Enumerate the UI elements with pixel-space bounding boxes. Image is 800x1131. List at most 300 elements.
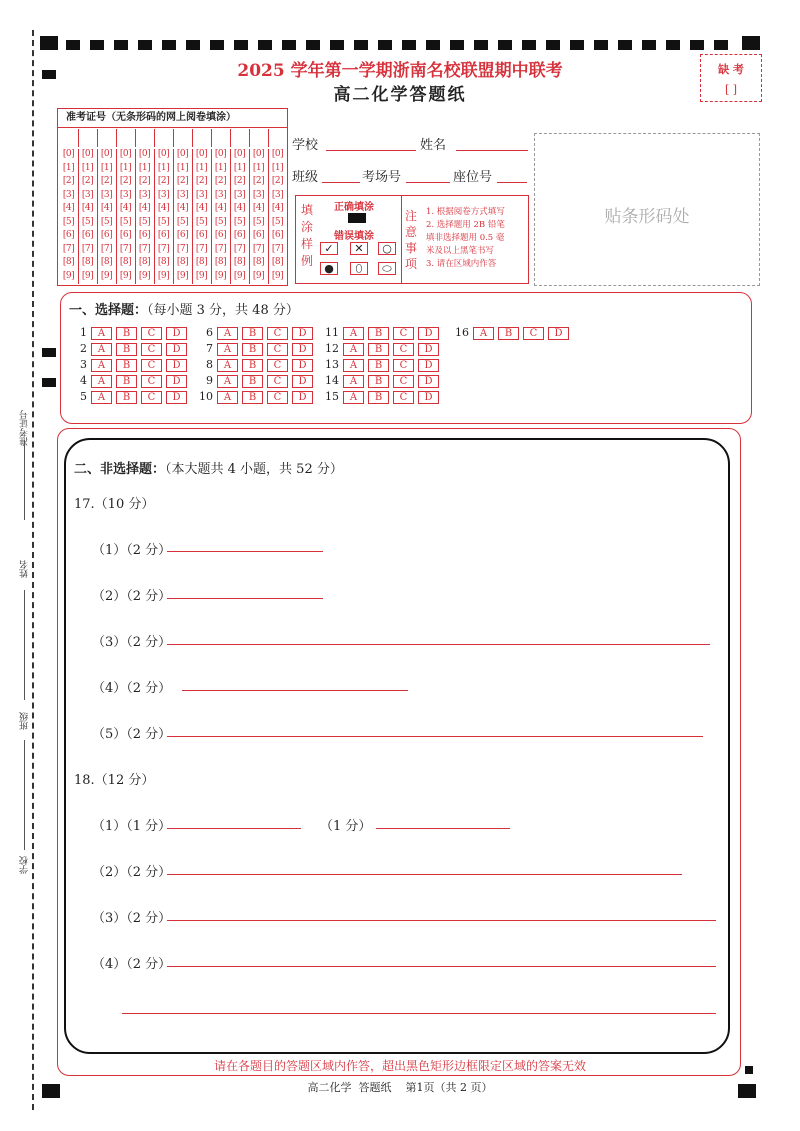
- mc-option-bubble[interactable]: D: [292, 359, 313, 372]
- mc-option-bubble[interactable]: B: [368, 375, 389, 388]
- id-digit-bubble[interactable]: [8]: [195, 257, 208, 267]
- id-digit-bubble[interactable]: [2]: [81, 176, 94, 186]
- q18-part4-answer[interactable]: [167, 966, 716, 967]
- exam-title: 2025 学年第一学期浙南名校联盟期中联考: [237, 61, 563, 81]
- id-write-cell[interactable]: [192, 129, 212, 147]
- mc-option-bubble[interactable]: D: [292, 327, 313, 340]
- id-digit-bubble[interactable]: [5]: [214, 216, 227, 227]
- id-digit-bubble[interactable]: [4]: [81, 203, 94, 213]
- mc-option-bubble[interactable]: B: [368, 359, 389, 372]
- id-digit-bubble[interactable]: [7]: [157, 243, 170, 254]
- mc-question-number: 4: [80, 374, 87, 387]
- mc-option-bubble[interactable]: B: [242, 359, 263, 372]
- timing-marks-top: [40, 36, 762, 50]
- mc-option-bubble[interactable]: C: [141, 359, 162, 372]
- id-digit-column[interactable]: [135, 149, 155, 284]
- mc-option-bubble[interactable]: C: [267, 327, 288, 340]
- id-digit-bubble[interactable]: [2]: [100, 176, 113, 186]
- mc-option-bubble[interactable]: A: [91, 391, 112, 404]
- id-digit-bubble[interactable]: [4]: [100, 203, 113, 213]
- mc-option-bubble[interactable]: B: [116, 359, 137, 372]
- mc-option-bubble[interactable]: D: [418, 391, 439, 404]
- name-input-line[interactable]: [456, 150, 528, 151]
- id-digit-bubble[interactable]: [7]: [195, 243, 208, 254]
- name-field[interactable]: [420, 134, 446, 153]
- id-digit-bubble[interactable]: [3]: [119, 189, 132, 200]
- mc-question-number: 1: [80, 326, 87, 339]
- id-digit-bubble[interactable]: [1]: [157, 162, 170, 173]
- mc-option-bubble[interactable]: D: [166, 343, 187, 356]
- id-digit-bubble[interactable]: [0]: [195, 149, 208, 159]
- id-digit-bubble[interactable]: [7]: [119, 243, 132, 254]
- id-digit-bubble[interactable]: [6]: [62, 230, 75, 240]
- mc-question-row: [73, 326, 191, 340]
- mc-option-bubble[interactable]: B: [368, 391, 389, 404]
- mc-option-bubble[interactable]: C: [393, 327, 414, 340]
- barcode-area: [534, 133, 760, 286]
- id-digit-bubble[interactable]: [9]: [252, 270, 265, 281]
- mc-option-bubble[interactable]: A: [91, 327, 112, 340]
- id-write-cell[interactable]: [78, 129, 98, 147]
- mc-option-bubble[interactable]: B: [116, 327, 137, 340]
- id-digit-bubble[interactable]: [7]: [100, 243, 113, 254]
- mc-option-bubble[interactable]: D: [292, 391, 313, 404]
- dot-mark-icon: ●: [320, 262, 338, 275]
- multiple-choice-section: [60, 292, 752, 424]
- q17-part4-answer[interactable]: [182, 690, 408, 691]
- mc-option-bubble[interactable]: A: [343, 375, 364, 388]
- mc-question-row: [73, 342, 191, 356]
- footer-warning: 请在各题目的答题区域内作答，超出黑色矩形边框限定区域的答案无效: [213, 1059, 586, 1073]
- mc-option-bubble[interactable]: C: [267, 391, 288, 404]
- id-digit-bubble[interactable]: [5]: [176, 216, 189, 227]
- id-digit-bubble[interactable]: [3]: [176, 189, 189, 200]
- mc-question-row: [199, 390, 317, 404]
- id-digit-bubble[interactable]: [6]: [214, 230, 227, 240]
- q17-part5-answer[interactable]: [167, 736, 703, 737]
- id-digit-bubble[interactable]: [6]: [233, 230, 246, 240]
- id-digit-bubble[interactable]: [7]: [62, 243, 75, 254]
- id-digit-bubble[interactable]: [9]: [157, 270, 170, 281]
- id-digit-bubble[interactable]: [1]: [271, 162, 284, 173]
- mc-option-bubble[interactable]: B: [242, 375, 263, 388]
- mc-option-bubble[interactable]: C: [141, 343, 162, 356]
- id-digit-column[interactable]: [154, 149, 174, 284]
- id-digit-bubble[interactable]: [6]: [81, 230, 94, 240]
- id-digit-column[interactable]: [116, 149, 136, 284]
- mc-question-row: [325, 358, 443, 372]
- id-digit-bubble[interactable]: [4]: [252, 203, 265, 213]
- mc-option-bubble[interactable]: C: [267, 359, 288, 372]
- id-digit-bubble[interactable]: [3]: [271, 189, 284, 200]
- circle-mark-icon: ○: [378, 242, 396, 255]
- mc-option-bubble[interactable]: B: [368, 343, 389, 356]
- id-digit-bubble[interactable]: [4]: [195, 203, 208, 213]
- id-digit-column[interactable]: [268, 149, 287, 284]
- mc-option-bubble[interactable]: B: [242, 343, 263, 356]
- id-digit-bubble[interactable]: [0]: [233, 149, 246, 159]
- id-digit-bubble[interactable]: [1]: [233, 162, 246, 173]
- id-digit-bubble[interactable]: [8]: [100, 257, 113, 267]
- id-write-cell[interactable]: [116, 129, 136, 147]
- section2-title: 二、非选择题：: [74, 462, 166, 477]
- id-digit-bubble[interactable]: [0]: [271, 149, 284, 159]
- mc-option-bubble[interactable]: C: [393, 391, 414, 404]
- side-label-school: 学校: [20, 856, 30, 874]
- id-digit-bubble[interactable]: [8]: [62, 257, 75, 267]
- id-digit-column[interactable]: [97, 149, 117, 284]
- id-digit-column[interactable]: [249, 149, 269, 284]
- mc-question-number: 16: [455, 326, 469, 339]
- id-digit-bubble[interactable]: [0]: [81, 149, 94, 159]
- id-digit-bubble[interactable]: [3]: [214, 189, 227, 200]
- mc-option-bubble[interactable]: A: [217, 343, 238, 356]
- id-digit-bubble[interactable]: [9]: [81, 270, 94, 281]
- class-field[interactable]: [292, 166, 318, 185]
- id-digit-bubble[interactable]: [6]: [195, 230, 208, 240]
- id-digit-bubble[interactable]: [3]: [252, 189, 265, 200]
- id-digit-bubble[interactable]: [9]: [119, 270, 132, 281]
- mc-question-number: 15: [325, 390, 339, 403]
- mc-option-bubble[interactable]: C: [267, 375, 288, 388]
- id-digit-bubble[interactable]: [0]: [252, 149, 265, 159]
- mc-option-bubble[interactable]: A: [343, 327, 364, 340]
- id-digit-bubble[interactable]: [5]: [62, 216, 75, 227]
- mc-option-bubble[interactable]: A: [91, 375, 112, 388]
- mc-question-number: 10: [199, 390, 213, 403]
- notes-label: 注 意 事 项: [405, 209, 418, 271]
- mc-option-bubble[interactable]: A: [217, 359, 238, 372]
- absent-label: 缺 考: [718, 63, 744, 76]
- mc-option-bubble[interactable]: A: [91, 343, 112, 356]
- id-digit-bubble[interactable]: [3]: [157, 189, 170, 200]
- mc-question-number: 5: [80, 390, 87, 403]
- mc-option-bubble[interactable]: A: [217, 391, 238, 404]
- q18-part3-answer[interactable]: [167, 920, 716, 921]
- id-box-title: 准考证号（无条形码的网上阅卷填涂）: [58, 109, 287, 128]
- id-digit-bubble[interactable]: [3]: [138, 189, 151, 200]
- mc-option-bubble[interactable]: C: [267, 343, 288, 356]
- mc-option-bubble[interactable]: C: [393, 343, 414, 356]
- id-digit-bubble[interactable]: [8]: [138, 257, 151, 267]
- side-line: [24, 440, 25, 520]
- id-digit-column[interactable]: [230, 149, 250, 284]
- id-digit-bubble[interactable]: [9]: [233, 270, 246, 281]
- id-digit-bubble[interactable]: [0]: [214, 149, 227, 159]
- id-digit-bubble[interactable]: [7]: [176, 243, 189, 254]
- mc-question-row: [73, 358, 191, 372]
- id-digit-bubble[interactable]: [2]: [214, 176, 227, 186]
- id-digit-bubble[interactable]: [3]: [81, 189, 94, 200]
- mc-option-bubble[interactable]: A: [343, 343, 364, 356]
- section1-title: 一、选择题：: [69, 303, 148, 318]
- mc-option-bubble[interactable]: D: [292, 375, 313, 388]
- id-digit-bubble[interactable]: [2]: [252, 176, 265, 186]
- q18-part3-label: （3）（2 分）: [92, 911, 172, 926]
- id-digit-bubble[interactable]: [1]: [119, 162, 132, 173]
- q17-part3-answer[interactable]: [167, 644, 710, 645]
- id-write-cell[interactable]: [249, 129, 269, 147]
- side-label-name: 姓名: [20, 560, 30, 578]
- mc-option-bubble[interactable]: C: [141, 375, 162, 388]
- id-digit-bubble[interactable]: [5]: [252, 216, 265, 227]
- id-digit-bubble[interactable]: [1]: [100, 162, 113, 173]
- id-digit-bubble[interactable]: [8]: [119, 257, 132, 267]
- mc-question-row: [455, 326, 573, 340]
- id-write-cell[interactable]: [230, 129, 250, 147]
- id-digit-bubble[interactable]: [1]: [214, 162, 227, 173]
- mc-option-bubble[interactable]: C: [141, 391, 162, 404]
- id-digit-bubble[interactable]: [4]: [138, 203, 151, 213]
- mc-option-bubble[interactable]: B: [116, 391, 137, 404]
- mc-option-bubble[interactable]: B: [368, 327, 389, 340]
- mc-option-bubble[interactable]: C: [393, 375, 414, 388]
- page-number: 高二化学 答题纸 第1页（共 2 页）: [307, 1081, 493, 1094]
- id-digit-bubble[interactable]: [9]: [271, 270, 284, 281]
- mc-option-bubble[interactable]: D: [166, 375, 187, 388]
- id-digit-bubble[interactable]: [2]: [157, 176, 170, 186]
- mc-option-bubble[interactable]: B: [498, 327, 519, 340]
- q17-label: 17.（10 分）: [74, 497, 155, 512]
- id-digit-bubble[interactable]: [5]: [119, 216, 132, 227]
- mc-option-bubble[interactable]: C: [523, 327, 544, 340]
- mc-option-bubble[interactable]: A: [343, 359, 364, 372]
- id-digit-bubble[interactable]: [9]: [214, 270, 227, 281]
- mc-option-bubble[interactable]: D: [418, 375, 439, 388]
- id-digit-bubble[interactable]: [1]: [252, 162, 265, 173]
- mc-option-bubble[interactable]: A: [343, 391, 364, 404]
- q17-part2-answer[interactable]: [167, 598, 323, 599]
- id-digit-bubble[interactable]: [8]: [214, 257, 227, 267]
- id-digit-bubble[interactable]: [5]: [100, 216, 113, 227]
- id-digit-bubble[interactable]: [9]: [176, 270, 189, 281]
- q18-part1a-answer[interactable]: [167, 828, 301, 829]
- mc-option-bubble[interactable]: D: [548, 327, 569, 340]
- q17-part4-label: （4）（2 分）: [92, 681, 172, 696]
- mc-option-bubble[interactable]: B: [242, 391, 263, 404]
- id-digit-bubble[interactable]: [2]: [62, 176, 75, 186]
- class-input-line[interactable]: [322, 182, 360, 183]
- timing-mark: [42, 378, 56, 387]
- mc-option-bubble[interactable]: D: [292, 343, 313, 356]
- binding-line: [32, 30, 34, 1110]
- mc-question-row: [325, 342, 443, 356]
- side-label-class: 班级: [20, 712, 30, 730]
- q18-part1-label: （1）（1 分）: [92, 819, 172, 834]
- id-digit-bubble[interactable]: [0]: [62, 149, 75, 159]
- id-digit-bubble[interactable]: [5]: [138, 216, 151, 227]
- id-write-cell[interactable]: [268, 129, 287, 147]
- mc-question-number: 6: [206, 326, 213, 339]
- id-digit-bubble[interactable]: [3]: [100, 189, 113, 200]
- id-digit-bubble[interactable]: [1]: [176, 162, 189, 173]
- id-digit-bubble[interactable]: [8]: [176, 257, 189, 267]
- id-digit-bubble[interactable]: [4]: [176, 203, 189, 213]
- id-digit-bubble[interactable]: [5]: [157, 216, 170, 227]
- id-digit-bubble[interactable]: [6]: [138, 230, 151, 240]
- mc-option-bubble[interactable]: D: [418, 327, 439, 340]
- mc-option-bubble[interactable]: A: [217, 327, 238, 340]
- wrong-fill-label: 错误填涂: [334, 231, 374, 242]
- room-field[interactable]: [362, 166, 401, 185]
- id-digit-bubble[interactable]: [8]: [81, 257, 94, 267]
- id-write-cell[interactable]: [173, 129, 193, 147]
- mc-option-bubble[interactable]: A: [91, 359, 112, 372]
- id-digit-bubble[interactable]: [2]: [176, 176, 189, 186]
- mc-question-number: 13: [325, 358, 339, 371]
- id-digit-column[interactable]: [192, 149, 212, 284]
- id-write-cell[interactable]: [154, 129, 174, 147]
- side-label-id: 准考证号: [20, 410, 30, 446]
- id-digit-bubble[interactable]: [6]: [271, 230, 284, 240]
- id-write-cell[interactable]: [59, 129, 79, 147]
- mc-question-row: [199, 326, 317, 340]
- id-digit-bubble[interactable]: [7]: [252, 243, 265, 254]
- q18-part4-label: （4）（2 分）: [92, 957, 172, 972]
- id-digit-bubble[interactable]: [2]: [119, 176, 132, 186]
- mc-option-bubble[interactable]: C: [141, 327, 162, 340]
- id-digit-bubble[interactable]: [3]: [195, 189, 208, 200]
- mc-option-bubble[interactable]: B: [242, 327, 263, 340]
- id-digit-bubble[interactable]: [6]: [119, 230, 132, 240]
- fill-example-label: 填 涂 样 例: [301, 203, 314, 268]
- id-digit-bubble[interactable]: [8]: [271, 257, 284, 267]
- mc-question-number: 2: [80, 342, 87, 355]
- id-digit-bubble[interactable]: [1]: [62, 162, 75, 173]
- q17-part3-label: （3）（2 分）: [92, 635, 172, 650]
- mc-question-number: 12: [325, 342, 339, 355]
- barcode-label: 贴条形码处: [604, 207, 690, 227]
- id-digit-bubble[interactable]: [0]: [100, 149, 113, 159]
- id-digit-bubble[interactable]: [2]: [233, 176, 246, 186]
- mc-option-bubble[interactable]: D: [418, 343, 439, 356]
- id-digit-bubble[interactable]: [5]: [271, 216, 284, 227]
- id-digit-column[interactable]: [78, 149, 98, 284]
- id-write-cell[interactable]: [211, 129, 231, 147]
- id-digit-bubble[interactable]: [0]: [138, 149, 151, 159]
- id-digit-bubble[interactable]: [3]: [233, 189, 246, 200]
- q17-part1-label: （1）（2 分）: [92, 543, 172, 558]
- correct-fill-sample: [348, 213, 366, 223]
- id-digit-column[interactable]: [59, 149, 79, 284]
- school-input-line[interactable]: [326, 150, 416, 151]
- mc-option-bubble[interactable]: D: [418, 359, 439, 372]
- mc-option-bubble[interactable]: C: [393, 359, 414, 372]
- id-digit-bubble[interactable]: [3]: [62, 189, 75, 200]
- q18-part2-answer[interactable]: [167, 874, 682, 875]
- id-digit-bubble[interactable]: [4]: [271, 203, 284, 213]
- id-digit-bubble[interactable]: [9]: [138, 270, 151, 281]
- cross-mark-icon: ✕: [350, 242, 368, 255]
- mc-question-number: 9: [206, 374, 213, 387]
- ellipse-mark-icon: ⬭: [378, 262, 396, 275]
- id-digit-bubble[interactable]: [0]: [119, 149, 132, 159]
- id-digit-bubble[interactable]: [5]: [81, 216, 94, 227]
- id-digit-bubble[interactable]: [6]: [157, 230, 170, 240]
- section1-desc: （每小题 3 分，共 48 分）: [147, 303, 299, 318]
- id-digit-bubble[interactable]: [9]: [195, 270, 208, 281]
- id-digit-column[interactable]: [211, 149, 231, 284]
- q18-part4-answer-line2[interactable]: [122, 1013, 716, 1014]
- absent-checkbox[interactable]: [ ]: [724, 83, 738, 96]
- id-digit-bubble[interactable]: [5]: [195, 216, 208, 227]
- id-digit-bubble[interactable]: [1]: [195, 162, 208, 173]
- id-digit-bubble[interactable]: [9]: [62, 270, 75, 281]
- mc-option-bubble[interactable]: B: [116, 343, 137, 356]
- id-digit-bubble[interactable]: [8]: [157, 257, 170, 267]
- id-digit-bubble[interactable]: [0]: [176, 149, 189, 159]
- id-digit-bubble[interactable]: [6]: [100, 230, 113, 240]
- id-digit-bubble[interactable]: [0]: [157, 149, 170, 159]
- name-label: 姓名: [420, 138, 447, 153]
- side-line: [24, 740, 25, 850]
- id-digit-bubble[interactable]: [2]: [138, 176, 151, 186]
- id-digit-bubble[interactable]: [1]: [138, 162, 151, 173]
- section2-heading: [74, 458, 343, 477]
- id-digit-bubble[interactable]: [9]: [100, 270, 113, 281]
- seat-field[interactable]: [453, 166, 492, 185]
- id-write-cell[interactable]: [135, 129, 155, 147]
- id-digit-bubble[interactable]: [4]: [214, 203, 227, 213]
- id-digit-bubble[interactable]: [7]: [81, 243, 94, 254]
- id-digit-bubble[interactable]: [7]: [138, 243, 151, 254]
- mc-question-number: 11: [325, 326, 339, 339]
- mc-option-bubble[interactable]: A: [473, 327, 494, 340]
- oval-mark-icon: ⬯: [350, 262, 368, 275]
- id-digit-column[interactable]: [173, 149, 193, 284]
- mc-option-bubble[interactable]: D: [166, 327, 187, 340]
- id-digit-bubble[interactable]: [7]: [214, 243, 227, 254]
- id-digit-bubble[interactable]: [8]: [252, 257, 265, 267]
- mc-question-row: [325, 374, 443, 388]
- id-digit-bubble[interactable]: [2]: [271, 176, 284, 186]
- id-number-box: [57, 108, 288, 286]
- school-field[interactable]: [292, 134, 318, 153]
- id-digit-bubble[interactable]: [1]: [81, 162, 94, 173]
- id-digit-bubble[interactable]: [4]: [119, 203, 132, 213]
- mc-option-bubble[interactable]: D: [166, 391, 187, 404]
- id-digit-bubble[interactable]: [4]: [62, 203, 75, 213]
- q18-label: 18.（12 分）: [74, 773, 155, 788]
- mc-option-bubble[interactable]: B: [116, 375, 137, 388]
- id-digit-bubble[interactable]: [6]: [176, 230, 189, 240]
- room-input-line[interactable]: [406, 182, 450, 183]
- seat-label: 座位号: [453, 170, 493, 185]
- notes-list: [426, 206, 505, 271]
- id-digit-bubble[interactable]: [4]: [233, 203, 246, 213]
- id-digit-bubble[interactable]: [7]: [233, 243, 246, 254]
- q18-part1b-answer[interactable]: [376, 828, 510, 829]
- absent-box[interactable]: [700, 54, 762, 102]
- mc-question-row: [73, 374, 191, 388]
- seat-input-line[interactable]: [497, 182, 527, 183]
- id-digit-bubble[interactable]: [7]: [271, 243, 284, 254]
- id-digit-bubble[interactable]: [4]: [157, 203, 170, 213]
- note-item: 3. 请在区域内作答: [426, 259, 497, 269]
- id-digit-bubble[interactable]: [2]: [195, 176, 208, 186]
- note-item: 填非选择题用 0.5 毫: [426, 233, 505, 243]
- mc-question-row: [199, 358, 317, 372]
- mc-option-bubble[interactable]: A: [217, 375, 238, 388]
- fill-notes-divider: [401, 196, 402, 283]
- q17-part1-answer[interactable]: [167, 551, 323, 552]
- id-digit-bubble[interactable]: [8]: [233, 257, 246, 267]
- id-write-cell[interactable]: [97, 129, 117, 147]
- mc-option-bubble[interactable]: D: [166, 359, 187, 372]
- mc-question-number: 7: [206, 342, 213, 355]
- id-digit-bubble[interactable]: [6]: [252, 230, 265, 240]
- id-digit-bubble[interactable]: [5]: [233, 216, 246, 227]
